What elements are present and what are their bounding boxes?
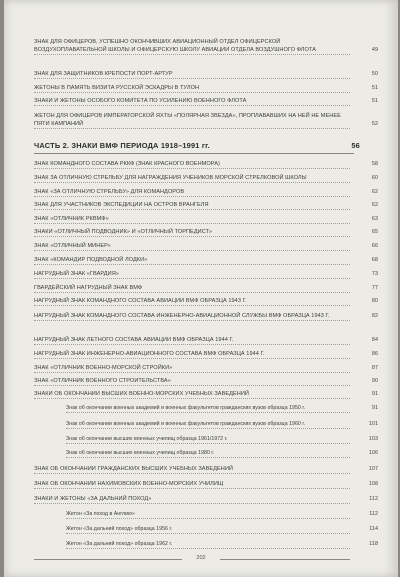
- table-of-contents: [4, 0, 398, 577]
- toc-subentry: [66, 510, 378, 519]
- toc-entry: [34, 312, 378, 321]
- toc-entry-title: НАГРУДНЫЙ ЗНАК КОМАНДНОГО СОСТАВА ИНЖЕНЕРНО-АВИАЦИОННОЙ СЛУЖБЫ ВМФ ОБРАЗЦА 1943 Г.: [34, 313, 330, 319]
- toc-entry-page: 51: [371, 98, 378, 104]
- toc-entry: [34, 297, 378, 306]
- toc-entry: [34, 188, 378, 197]
- toc-entry-page: 51: [371, 85, 378, 91]
- toc-subentry-title: Знак об окончании военных академий и военных факультетов гражданских вузов образца 1960 г.: [66, 421, 306, 427]
- toc-entry-page: 58: [371, 161, 378, 167]
- toc-entry: [34, 38, 378, 55]
- toc-entry: [34, 270, 378, 279]
- toc-subentry-page: 118: [369, 541, 378, 547]
- toc-subentry: [66, 420, 378, 429]
- footer-rule-right: [220, 559, 350, 560]
- toc-entry-title: НАГРУДНЫЙ ЗНАК ИНЖЕНЕРНО-АВИАЦИОННОГО СОСТАВА ВМФ ОБРАЗЦА 1944 Г.: [34, 351, 265, 357]
- toc-entry-title: ЗНАКИ И ЖЕТОНЫ ОСОБОГО КОМИТЕТА ПО УСИЛЕНИЮ ВОЕННОГО ФЛОТА: [34, 98, 247, 104]
- toc-entry-page: 50: [371, 71, 378, 77]
- toc-subentry: [66, 525, 378, 534]
- toc-entry-title: ЖЕТОНЫ В ПАМЯТЬ ВИЗИТА РУССКОЙ ЭСКАДРЫ В ТУЛОН: [34, 85, 200, 91]
- toc-entry-page: 68: [371, 257, 378, 263]
- toc-subentry-page: 103: [368, 436, 378, 442]
- toc-subentry-title: Жетон «За дальний поход» образца 1956 г.: [66, 526, 173, 532]
- book-page: [4, 0, 398, 577]
- section-heading: [34, 141, 360, 154]
- footer-rule-left: [34, 559, 182, 560]
- toc-entry-page: 65: [371, 229, 378, 235]
- toc-entry-page: 62: [371, 202, 378, 208]
- toc-subentry: [66, 449, 378, 458]
- toc-entry: [34, 215, 378, 224]
- section-title: ЧАСТЬ 2. ЗНАКИ ВМФ ПЕРИОДА 1918–1991 гг.: [34, 141, 210, 150]
- toc-entry-page: 107: [368, 466, 378, 472]
- toc-subentry-page: 101: [368, 421, 378, 427]
- toc-entry-page: 84: [371, 337, 378, 343]
- toc-subentry-page: 112: [369, 511, 378, 517]
- toc-entry-title: ЗНАК «ОТЛИЧНЫЙ МИНЕР»: [34, 243, 111, 249]
- page-footer: [4, 554, 398, 564]
- toc-entry-page: 66: [371, 243, 378, 249]
- toc-subentry-page: 91: [371, 405, 378, 411]
- toc-entry: [34, 70, 378, 79]
- toc-entry-page: 108: [368, 481, 378, 487]
- toc-subentry-page: 106: [368, 450, 378, 456]
- toc-subentry-title: Знак об окончании высших военных училищ образца 1980 г.: [66, 450, 215, 456]
- toc-entry-title: ЗНАК «ОТЛИЧНИК РКВМФ»: [34, 216, 109, 222]
- toc-entry-page: 80: [371, 298, 378, 304]
- toc-entry-page: 63: [371, 216, 378, 222]
- toc-entry-title: ЗНАК «ЗА ОТЛИЧНУЮ СТРЕЛЬБУ» ДЛЯ КОМАНДОРОВ: [34, 189, 185, 195]
- toc-entry: [34, 174, 378, 183]
- toc-entry-page: 77: [371, 285, 378, 291]
- toc-entry: [34, 84, 378, 93]
- toc-subentry: [66, 435, 378, 444]
- toc-entry-page: 60: [371, 175, 378, 181]
- toc-entry-title: ЗНАК ДЛЯ ОФИЦЕРОВ, УСПЕШНО ОКОНЧИВШИХ АВИАЦИОННЫЙ ОТДЕЛ ОФИЦЕРСКОЙ ВОЗДУХОПЛАВАТЕЛЬНОЙ ШКОЛЫ И ОФИЦЕРСКУЮ ШКОЛУ АВИАЦИИ ОТДЕЛА ВОЗДУШНОГО ФЛОТА: [34, 39, 316, 53]
- toc-entry: [34, 160, 378, 169]
- toc-entry-title: ЗНАК «КОМАНДИР ПОДВОДНОЙ ЛОДКИ»: [34, 257, 148, 263]
- toc-entry: [34, 350, 378, 359]
- toc-entry-page: 112: [369, 496, 378, 502]
- toc-entry-title: ЖЕТОН ДЛЯ ОФИЦЕРОВ ИМПЕРАТОРСКОЙ ЯХТЫ «ПОЛЯРНАЯ ЗВЕЗДА», ПРОПЛАВАВШИХ НА НЕЙ НЕ МЕНЕЕ ПЯТИ КАМПАНИЙ: [34, 113, 341, 127]
- toc-entry: [34, 112, 378, 129]
- toc-entry-title: ЗНАКИ «ОТЛИЧНЫЙ ПОДВОДНИК» И «ОТЛИЧНЫЙ ТОРПЕДИСТ»: [34, 229, 213, 235]
- toc-entry: [34, 480, 378, 489]
- toc-subentry-title: Знак об окончании высших военных училищ образца 1961/1972 г.: [66, 436, 228, 442]
- section-page: 56: [351, 141, 360, 150]
- toc-entry: [34, 97, 378, 106]
- toc-subentry: [66, 404, 378, 413]
- toc-entry-page: 91: [371, 391, 378, 397]
- toc-subentry-title: Жетон «За поход в Англию»: [66, 511, 135, 517]
- toc-entry-page: 86: [371, 351, 378, 357]
- toc-entry-page: 49: [371, 47, 378, 53]
- toc-entry: [34, 390, 378, 399]
- toc-entry-page: 90: [371, 378, 378, 384]
- page-number: 202: [196, 555, 206, 561]
- toc-entry-title: ЗНАК КОМАНДНОГО СОСТАВА РККФ (ЗНАК КРАСНОГО ВОЕНМОРА): [34, 161, 220, 167]
- toc-entry: [34, 377, 378, 386]
- toc-entry: [34, 495, 378, 504]
- toc-entry-title: ЗНАК ДЛЯ ЗАЩИТНИКОВ КРЕПОСТИ ПОРТ-АРТУР: [34, 71, 173, 77]
- toc-entry-title: ЗНАКИ ОБ ОКОНЧАНИИ ВЫСШИХ ВОЕННО-МОРСКИХ УЧЕБНЫХ ЗАВЕДЕНИЙ: [34, 391, 249, 397]
- toc-entry-title: ЗНАК ОБ ОКОНЧАНИИ НАХИМОВСКИХ ВОЕННО-МОРСКИХ УЧИЛИЩ: [34, 481, 224, 487]
- toc-entry-page: 87: [371, 365, 378, 371]
- toc-entry: [34, 256, 378, 265]
- toc-entry-title: НАГРУДНЫЙ ЗНАК «ГВАРДИЯ»: [34, 271, 119, 277]
- toc-subentry-title: Знак об окончании военных академий и военных факультетов гражданских вузов образца 1950 г.: [66, 405, 306, 411]
- toc-entry-title: НАГРУДНЫЙ ЗНАК КОМАНДНОГО СОСТАВА АВИАЦИИ ВМФ ОБРАЗЦА 1943 Г.: [34, 298, 247, 304]
- toc-entry-page: 52: [371, 121, 378, 127]
- toc-entry-page: 82: [371, 313, 378, 319]
- toc-entry-title: ЗНАК ЗА ОТЛИЧНУЮ СТРЕЛЬБУ ДЛЯ НАГРАЖДЕНИЯ УЧЕНИКОВ МОРСКОЙ СТРЕЛКОВОЙ ШКОЛЫ: [34, 175, 307, 181]
- toc-entry-title: ЗНАК ОБ ОКОНЧАНИИ ГРАЖДАНСКИХ ВЫСШИХ УЧЕБНЫХ ЗАВЕДЕНИЙ: [34, 466, 233, 472]
- toc-entry-title: НАГРУДНЫЙ ЗНАК ЛЕТНОГО СОСТАВА АВИАЦИИ ВМФ ОБРАЗЦА 1944 Г.: [34, 337, 234, 343]
- toc-entry-page: 73: [371, 271, 378, 277]
- toc-entry: [34, 284, 378, 293]
- toc-entry-title: ГВАРДЕЙСКИЙ НАГРУДНЫЙ ЗНАК ВМФ: [34, 285, 143, 291]
- toc-entry-page: 62: [371, 189, 378, 195]
- toc-subentry-title: Жетон «За дальний поход» образца 1962 г.: [66, 541, 173, 547]
- toc-entry: [34, 242, 378, 251]
- toc-entry: [34, 364, 378, 373]
- toc-entry-title: ЗНАКИ И ЖЕТОНЫ «ЗА ДАЛЬНИЙ ПОХОД»: [34, 496, 152, 502]
- toc-entry-title: ЗНАК «ОТЛИЧНИК ВОЕННОГО СТРОИТЕЛЬСТВА»: [34, 378, 171, 384]
- toc-entry: [34, 336, 378, 345]
- toc-entry: [34, 228, 378, 237]
- toc-entry-title: ЗНАК ДЛЯ УЧАСТНИКОВ ЭКСПЕДИЦИИ НА ОСТРОВ ВРАНГЕЛЯ: [34, 202, 209, 208]
- toc-entry-title: ЗНАК «ОТЛИЧНИК ВОЕННО-МОРСКОЙ СТРОЙКИ»: [34, 365, 173, 371]
- toc-entry: [34, 201, 378, 210]
- toc-subentry-page: 114: [369, 526, 378, 532]
- toc-subentry: [66, 540, 378, 549]
- toc-entry: [34, 465, 378, 474]
